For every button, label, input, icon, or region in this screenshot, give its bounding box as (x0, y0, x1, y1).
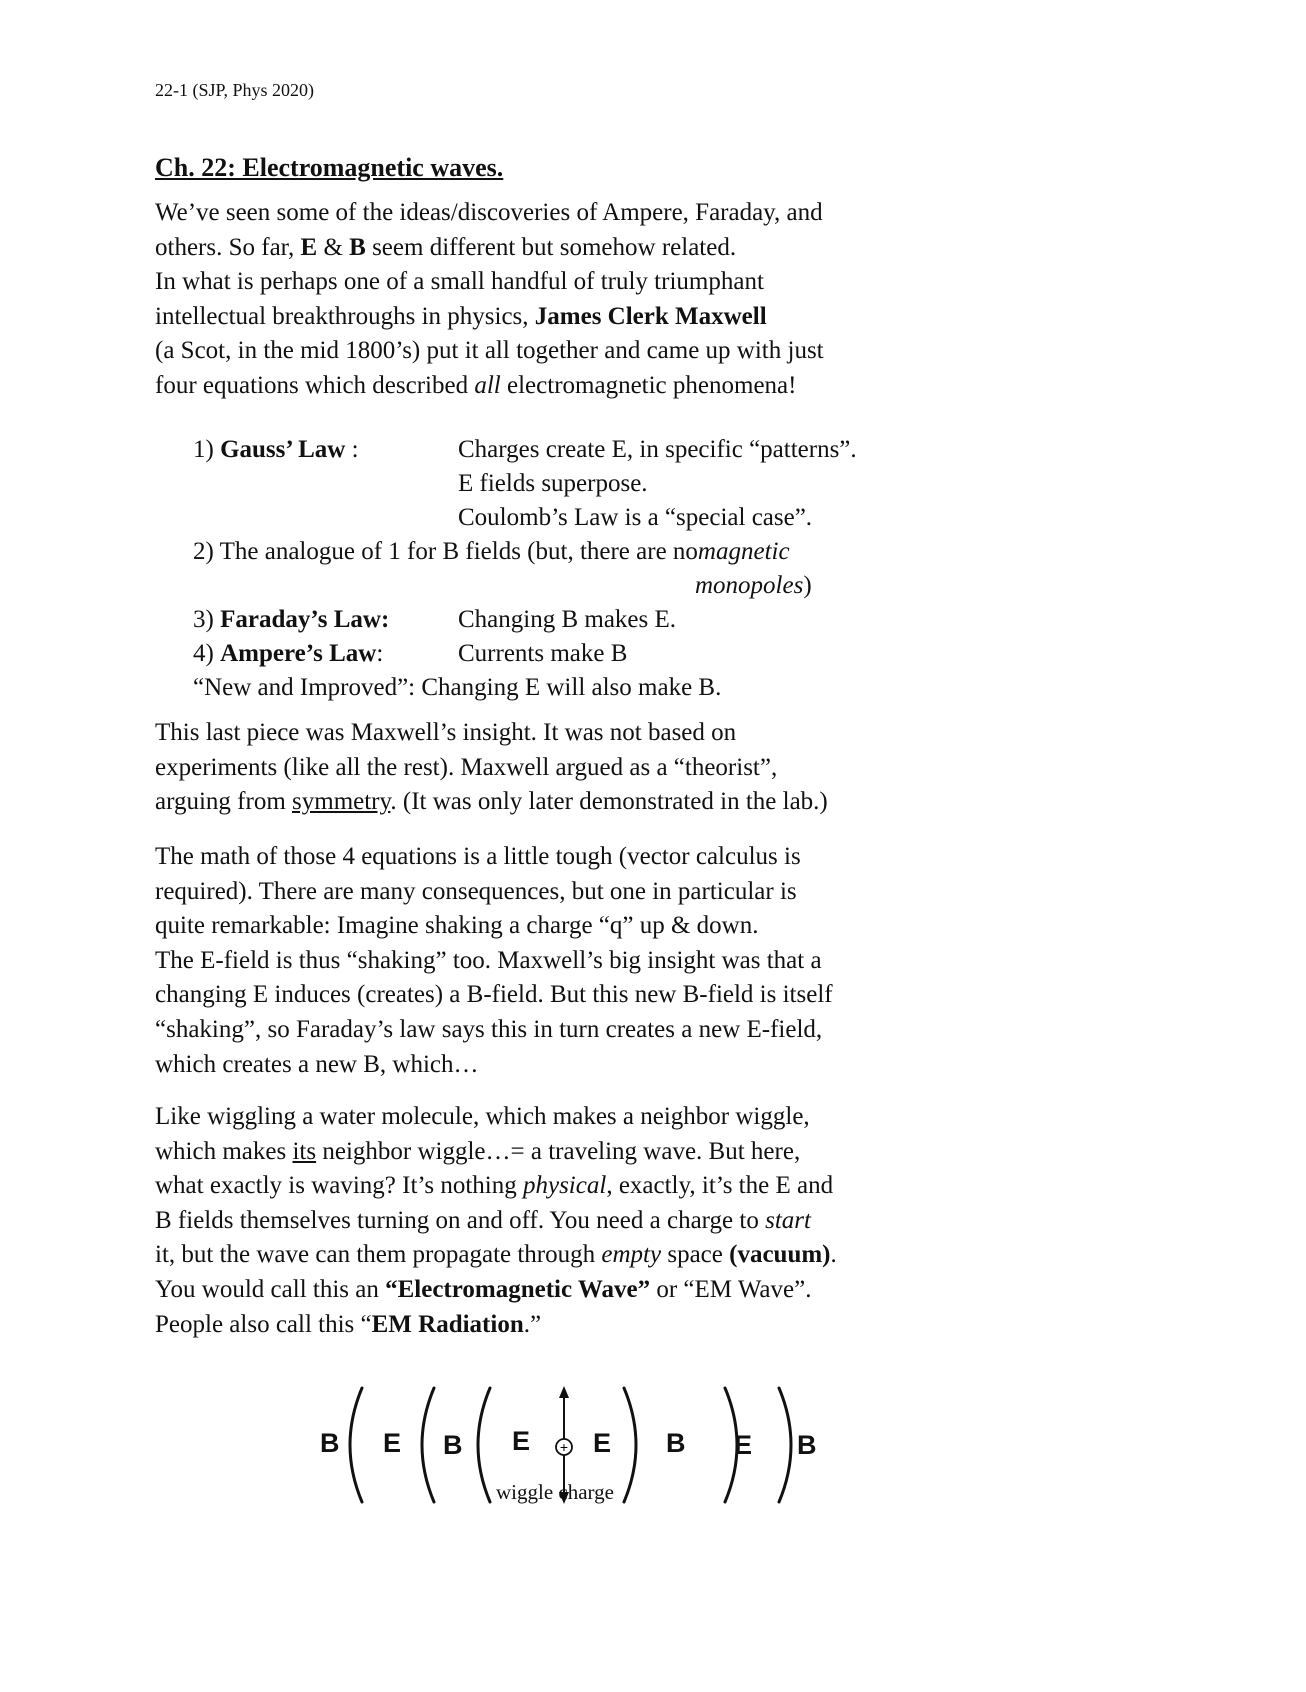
text-run: , exactly, it’s the E and (606, 1172, 834, 1200)
text-line (155, 1273, 1015, 1308)
wiggle-charge-caption: wiggle charge (496, 1480, 614, 1504)
text-run: : (376, 640, 384, 667)
text-line (155, 1308, 1015, 1343)
em-wave-diagram (300, 1380, 900, 1510)
paragraph-maxwell-insight (155, 716, 1015, 820)
italic-monopoles: monopoles (695, 572, 804, 599)
text-line: (a Scot, in the mid 1800’s) put it all together and came up with just (155, 337, 824, 365)
law-ampere (193, 637, 993, 671)
law-number: 3) (193, 606, 221, 633)
italic-empty: empty (601, 1241, 662, 1269)
law-name: Faraday’s Law: (220, 606, 390, 633)
law-gauss (193, 433, 993, 467)
bracket-left-3 (478, 1388, 490, 1502)
text-run: space (661, 1241, 730, 1269)
text-run: . (830, 1241, 837, 1269)
maxwell-name: James Clerk Maxwell (534, 302, 767, 330)
text-run: what exactly is waving? It’s nothing (155, 1172, 523, 1200)
law-label (193, 433, 458, 467)
italic-magnetic: magnetic (697, 538, 790, 565)
text-line: quite remarkable: Imagine shaking a charge “q” up & down. (155, 912, 759, 940)
text-run: four equations which described (155, 371, 475, 399)
field-label-e: E (734, 1430, 753, 1460)
paragraph-em-wave (155, 1100, 1015, 1342)
text-line: We’ve seen some of the ideas/discoveries of Ampere, Faraday, and (155, 199, 823, 226)
text-run: 2) The analogue of 1 for B fields (but, there are no (193, 538, 698, 565)
text-run: seem different but somehow related. (365, 233, 737, 261)
text-line (155, 1169, 1015, 1204)
text-line: Like wiggling a water molecule, which makes a neighbor wiggle, (155, 1103, 810, 1130)
text-run: which makes (155, 1137, 293, 1165)
paragraph-consequences (155, 840, 1015, 1082)
text-line: which creates a new B, which… (155, 1050, 479, 1078)
text-run: neighbor wiggle…= a traveling wave. But here, (316, 1137, 801, 1165)
field-label-b: B (797, 1430, 817, 1460)
text-line: experiments (like all the rest). Maxwell argued as a “theorist”, (155, 753, 778, 781)
field-label-b: B (320, 1428, 340, 1458)
text-line (155, 1238, 1015, 1273)
law-name: Gauss’ Law (220, 436, 346, 463)
italic-physical: physical (522, 1172, 607, 1200)
bold-em-wave: “Electromagnetic Wave” (385, 1275, 651, 1303)
intro-paragraph (155, 196, 1015, 404)
law-gauss-line3: Coulomb’s Law is a “special case”. (458, 504, 813, 531)
law-gauss-line2: E fields superpose. (458, 470, 648, 497)
text-run: & (317, 233, 350, 261)
text-line (155, 1204, 1015, 1239)
bracket-left-1 (350, 1388, 362, 1502)
field-label-b: B (443, 1430, 463, 1460)
law-number: 1) (193, 436, 221, 463)
field-label-b: B (666, 1428, 686, 1458)
law-faraday (193, 603, 993, 637)
text-run: intellectual breakthroughs in physics, (155, 302, 535, 330)
text-line: required). There are many consequences, but one in particular is (155, 877, 797, 905)
text-run: ) (803, 572, 812, 599)
text-line: In what is perhaps one of a small handful of truly triumphant (155, 268, 764, 296)
text-run: or “EM Wave”. (650, 1275, 812, 1303)
text-line (155, 1135, 1015, 1170)
text-line: “shaking”, so Faraday’s law says this in turn creates a new E-field, (155, 1015, 823, 1043)
field-label-e: E (383, 1428, 402, 1458)
bold-b: B (349, 233, 366, 261)
field-label-e: E (512, 1426, 531, 1456)
field-label-e: E (593, 1428, 612, 1458)
text-run: B fields themselves turning on and off. You need a charge to (155, 1206, 766, 1234)
law-label (193, 603, 458, 637)
text-line (155, 231, 1015, 266)
bracket-left-2 (422, 1388, 434, 1502)
text-line (155, 300, 1015, 335)
italic-start: start (765, 1206, 811, 1234)
text-run: .” (523, 1310, 542, 1338)
law-new-improved: “New and Improved”: Changing E will also make B. (193, 674, 722, 701)
law-second-line2 (193, 569, 993, 603)
text-run: arguing from (155, 788, 293, 816)
law-description: Charges create E, in specific “patterns”. (458, 436, 857, 463)
text-line: The E-field is thus “shaking” too. Maxwell’s big insight was that a (155, 946, 822, 974)
underlined-its: its (292, 1137, 317, 1165)
page-header: 22-1 (SJP, Phys 2020) (155, 80, 315, 100)
text-line: This last piece was Maxwell’s insight. It was not based on (155, 719, 737, 746)
text-run: . (It was only later demonstrated in the lab.) (390, 788, 828, 816)
text-line (155, 369, 1015, 404)
law-number: 4) (193, 640, 221, 667)
text-line: changing E induces (creates) a B-field. But this new B-field is itself (155, 981, 833, 1009)
text-run: electromagnetic phenomena! (500, 371, 797, 399)
text-run: People also call this “ (155, 1310, 372, 1338)
text-line: The math of those 4 equations is a little tough (vector calculus is (155, 843, 801, 870)
text-run: others. So far, (155, 233, 301, 261)
bold-e: E (300, 233, 318, 261)
law-name: Ampere’s Law (220, 640, 377, 667)
text-line (155, 785, 1015, 820)
law-label (193, 637, 458, 671)
law-description: Currents make B (458, 640, 628, 667)
law-description: Changing B makes E. (458, 606, 677, 633)
underlined-symmetry: symmetry (292, 788, 391, 816)
bold-vacuum: (vacuum) (729, 1241, 831, 1269)
bold-em-radiation: EM Radiation (371, 1310, 524, 1338)
bracket-right-3 (779, 1388, 791, 1502)
bracket-right-1 (624, 1388, 636, 1502)
text-run: You would call this an (155, 1275, 386, 1303)
charge-plus-icon: + (559, 1439, 569, 1455)
law-second (193, 535, 993, 569)
text-run: it, but the wave can them propagate through (155, 1241, 602, 1269)
chapter-title: Ch. 22: Electromagnetic waves. (155, 153, 504, 182)
text-run: : (345, 436, 359, 463)
italic-all: all (474, 371, 501, 399)
maxwell-laws-list (193, 433, 993, 705)
